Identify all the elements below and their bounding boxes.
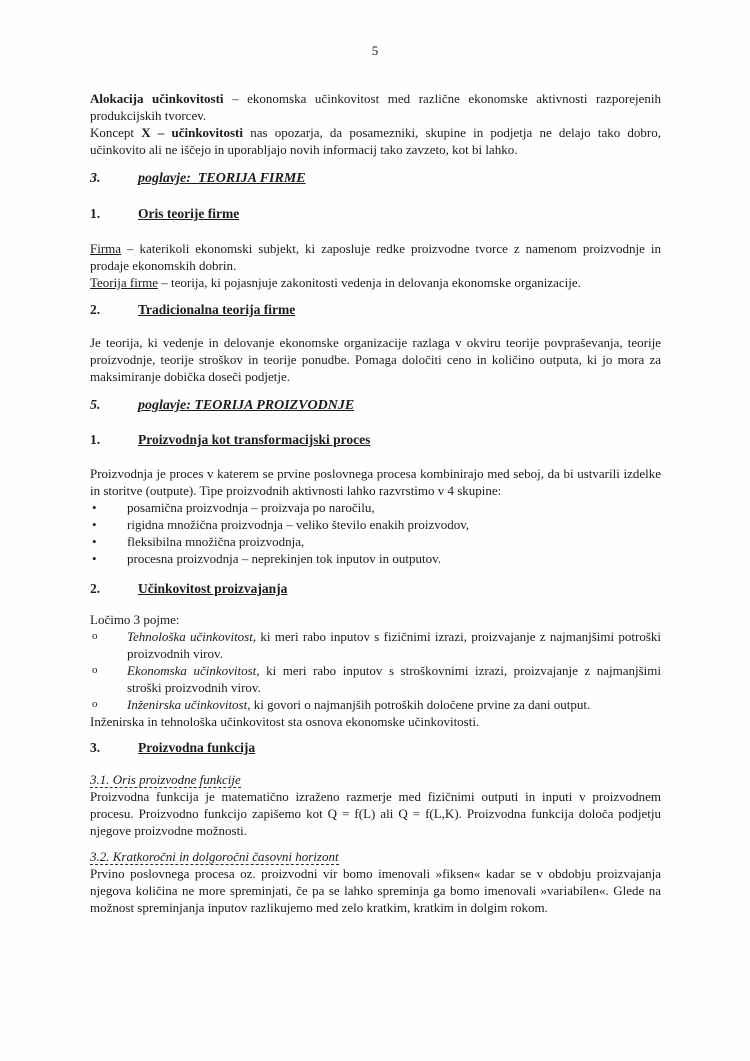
paragraph-tradicionalna-teorija: Je teorija, ki vedenje in delovanje ekonomske organizacije razlaga v okviru teorije povpraševanja, teorije proizvodnje, teorije stroškov in teorije ponudbe. Pomaga določiti ceno in količino outputa, ki jo mora za maksimiranje dobička doseči podjetje. — [90, 335, 661, 384]
list-item-text: ki meri rabo inputov s fizičnimi izrazi, proizvajanje z najmanjšimi potroški proizvodnih virov. — [127, 629, 661, 661]
section-title: Proizvodnja kot transformacijski proces — [138, 432, 371, 447]
paragraph-ucinkovitost-osnova: Inženirska in tehnološka učinkovitost sta osnova ekonomske učinkovitosti. — [90, 714, 480, 729]
list-item-text: procesna proizvodnja – neprekinjen tok inputov in outputov. — [127, 551, 441, 566]
section-title: Tradicionalna teorija firme — [138, 302, 296, 317]
section-heading-transformacijski-proces — [90, 431, 661, 448]
subsection-heading-casovni-horizont — [90, 848, 661, 865]
intro-paragraph-2-text: nas opozarja, da posamezniki, skupine in podjetja ne delajo tako dobro, učinkovito ali ne iščejo in uporabljajo novih informacij tako zavzeto, kot bi lahko. — [90, 125, 662, 157]
term-firma: Firma — [90, 241, 122, 256]
list-item — [90, 533, 661, 550]
intro-paragraph-1-text: – ekonomska učinkovitost med različne ekonomske aktivnosti razporejenih produkcijskih tvorcev. — [90, 91, 661, 123]
chapter-heading-teorija-proizvodnje — [90, 397, 661, 414]
circle-bullet-icon: o — [92, 630, 98, 642]
paragraph-proizvodnja-proces: Proizvodnja je proces v katerem se prvine poslovnega procesa kombinirajo med seboj, da bi ustvarili izdelke in storitve (outpute). Tipe proizvodnih aktivnosti lahko razvrstimo v 4 skupine: — [90, 466, 661, 498]
list-item-text: rigidna množična proizvodnja – veliko število enakih proizvodov, — [127, 517, 470, 532]
section-title: Proizvodna funkcija — [138, 740, 256, 755]
intro-paragraph-1 — [90, 90, 661, 124]
production-types-list — [90, 499, 661, 567]
section-heading-oris-teorije-firme — [90, 205, 661, 222]
bullet-icon: • — [92, 551, 97, 566]
subsection-title: 3.2. Kratkoročni in dolgoročni časovni horizont — [90, 849, 339, 864]
chapter-title: poglavje: TEORIJA FIRME — [138, 171, 306, 186]
section-number: 1. — [90, 206, 101, 221]
section-title: Oris teorije firme — [138, 206, 240, 221]
paragraph-teorija-firme-definition — [90, 274, 661, 291]
intro-paragraph-2 — [90, 124, 661, 158]
term-alokacija-ucinkovitosti: Alokacija učinkovitosti — [90, 91, 224, 106]
chapter-number: 3. — [90, 171, 101, 186]
list-item-text: fleksibilna množična proizvodnja, — [127, 534, 305, 549]
list-item-text: ki meri rabo inputov s stroškovnimi izrazi, proizvajanje z najmanjšimi stroški proizvodnih virov. — [127, 663, 661, 695]
paragraph-casovni-horizont: Prvino poslovnega procesa oz. proizvodni vir bomo imenovali »fiksen« kadar se v obdobju proizvajanja njegova količina ne more spreminjati, če pa se lahko spreminja ga bomo imenovali »variabilen«. Glede na možnost spreminjanja inputov razlikujemo med zelo kratkim, kratkim in dolgim rokom. — [90, 866, 661, 915]
section-number: 2. — [90, 302, 101, 317]
page-number: 5 — [371, 43, 379, 58]
section-title: Učinkovitost proizvajanja — [138, 581, 288, 596]
efficiency-concepts-list — [90, 628, 661, 713]
term-teorija-firme: Teorija firme — [90, 275, 159, 290]
paragraph-locimo-pojme: Ločimo 3 pojme: — [90, 612, 180, 627]
list-item-text: posamična proizvodnja – proizvaja po naročilu, — [127, 500, 375, 515]
section-number: 3. — [90, 740, 101, 755]
paragraph-firma-definition — [90, 240, 661, 274]
term-x-ucinkovitosti: X – učinkovitosti — [141, 125, 244, 140]
list-item — [90, 696, 661, 713]
term-inzenirska-ucinkovitost: Inženirska učinkovitost, — [127, 697, 251, 712]
circle-bullet-icon: o — [92, 664, 98, 676]
chapter-heading-teorija-firme — [90, 170, 661, 187]
chapter-title: poglavje: TEORIJA PROIZVODNJE — [138, 398, 355, 413]
section-number: 1. — [90, 432, 101, 447]
intro-paragraph-2-lead: Koncept — [90, 125, 142, 140]
paragraph-proizvodna-funkcija: Proizvodna funkcija je matematično izraženo razmerje med fizičnimi outputi in inputi v proizvodnem procesu. Proizvodno funkcijo zapišemo kot Q = f(L) ali Q = f(L,K). Proizvodna funkcija določa podjetju njegove proizvodne možnosti. — [90, 789, 661, 838]
subsection-title: 3.1. Oris proizvodne funkcije — [90, 772, 241, 787]
list-item — [90, 628, 661, 662]
list-item — [90, 499, 661, 516]
circle-bullet-icon: o — [92, 698, 98, 710]
list-item — [90, 662, 661, 696]
list-item — [90, 550, 661, 567]
chapter-number: 5. — [90, 398, 101, 413]
term-tehnoloska-ucinkovitost: Tehnološka učinkovitost, — [127, 629, 257, 644]
firma-definition-text: – katerikoli ekonomski subjekt, ki zaposluje redke proizvodne tvorce z namenom proizvodnje in prodaje ekonomskih dobrin. — [90, 241, 661, 273]
list-item-text: ki govori o najmanjših potroških določene prvine za dani output. — [250, 697, 591, 712]
subsection-heading-oris-proizvodne-funkcije — [90, 771, 661, 788]
list-item — [90, 516, 661, 533]
teorija-firme-definition-text: – teorija, ki pojasnjuje zakonitosti vedenja in delovanja ekonomske organizacije. — [158, 275, 581, 290]
term-ekonomska-ucinkovitost: Ekonomska učinkovitost, — [127, 663, 260, 678]
bullet-icon: • — [92, 500, 97, 515]
section-heading-proizvodna-funkcija — [90, 739, 661, 756]
page-content — [90, 90, 661, 916]
section-heading-tradicionalna-teorija — [90, 301, 661, 318]
bullet-icon: • — [92, 517, 97, 532]
section-heading-ucinkovitost-proizvajanja — [90, 580, 661, 597]
section-number: 2. — [90, 581, 101, 596]
bullet-icon: • — [92, 534, 97, 549]
